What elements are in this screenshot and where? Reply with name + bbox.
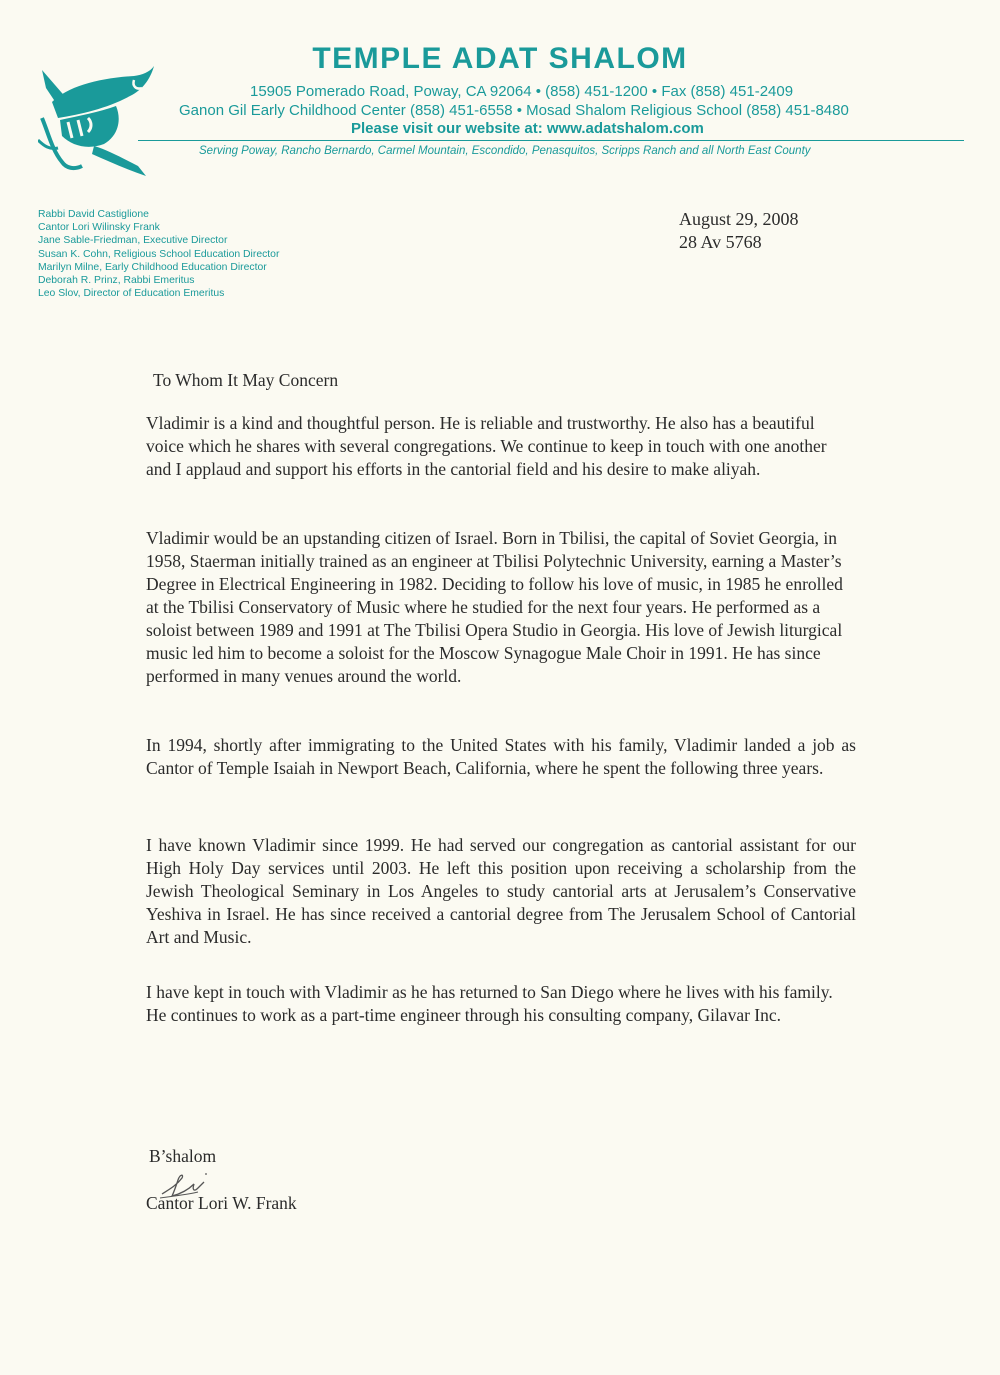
body-paragraph: Vladimir is a kind and thoughtful person. He is reliable and trustworthy. He also has a beautiful voice which he shares with several congregations. We continue to keep in touch with one another and I applaud and support his efforts in the cantorial field and his desire to make aliyah.: [146, 413, 827, 479]
staff-item: Marilyn Milne, Early Childhood Education Director: [38, 261, 267, 273]
staff-item: Leo Slov, Director of Education Emeritus: [38, 288, 225, 300]
organization-name: TEMPLE ADAT SHALOM: [312, 42, 688, 75]
hebrew-date: 28 Av 5768: [679, 232, 762, 252]
website-line: Please visit our website at: www.adatshalom.com: [351, 120, 704, 137]
schools-line: Ganon Gil Early Childhood Center (858) 451-6558 • Mosad Shalom Religious School (858) 451-8480: [179, 102, 849, 119]
closing: B’shalom: [149, 1146, 217, 1166]
staff-list: [38, 208, 279, 300]
shofar-fish-logo-icon: [38, 58, 156, 178]
salutation: To Whom It May Concern: [153, 370, 339, 390]
gregorian-date: August 29, 2008: [679, 209, 799, 229]
staff-item: Jane Sable-Friedman, Executive Director: [38, 235, 228, 247]
staff-item: Susan K. Cohn, Religious School Education Director: [38, 248, 280, 260]
body-paragraph: I have known Vladimir since 1999. He had served our congregation as cantorial assistant for our High Holy Day services until 2003. He left this position upon receiving a scholarship from the Jewish Theological Seminary in Los Angeles to study cantorial arts at Jerusalem’s Conservative Yeshiva in Israel. He has since received a cantorial degree from The Jerusalem School of Cantorial Art and Music.: [146, 835, 856, 947]
body-paragraph: Vladimir would be an upstanding citizen of Israel. Born in Tbilisi, the capital of Soviet Georgia, in 1958, Staerman initially trained as an engineer at Tbilisi Polytechnic University, earning a Master’s Degree in Electrical Engineering in 1982. Deciding to follow his love of music, in 1985 he enrolled at the Tbilisi Conservatory of Music where he studied for the next four years. He performed as a soloist between 1989 and 1991 at The Tbilisi Opera Studio in Georgia. His love of Jewish liturgical music led him to become a soloist for the Moscow Synagogue Male Choir in 1991. He has since performed in many venues around the world.: [146, 528, 843, 686]
header-divider: [138, 140, 964, 141]
signer-name: Cantor Lori W. Frank: [146, 1193, 297, 1213]
address-line: 15905 Pomerado Road, Poway, CA 92064 • (858) 451-1200 • Fax (858) 451-2409: [250, 83, 794, 100]
staff-item: Cantor Lori Wilinsky Frank: [38, 222, 160, 234]
body-paragraph: In 1994, shortly after immigrating to the United States with his family, Vladimir landed a job as Cantor of Temple Isaiah in Newport Beach, California, where he spent the following three years.: [146, 735, 856, 778]
staff-item: Deborah R. Prinz, Rabbi Emeritus: [38, 275, 195, 287]
date-block: [679, 208, 799, 254]
body-paragraph: I have kept in touch with Vladimir as he has returned to San Diego where he lives with his family. He continues to work as a part-time engineer through his consulting company, Gilavar Inc.: [146, 982, 833, 1025]
serving-area-line: Serving Poway, Rancho Bernardo, Carmel Mountain, Escondido, Penasquitos, Scripps Ranch and all North East County: [199, 145, 811, 157]
staff-item: Rabbi David Castiglione: [38, 209, 149, 220]
